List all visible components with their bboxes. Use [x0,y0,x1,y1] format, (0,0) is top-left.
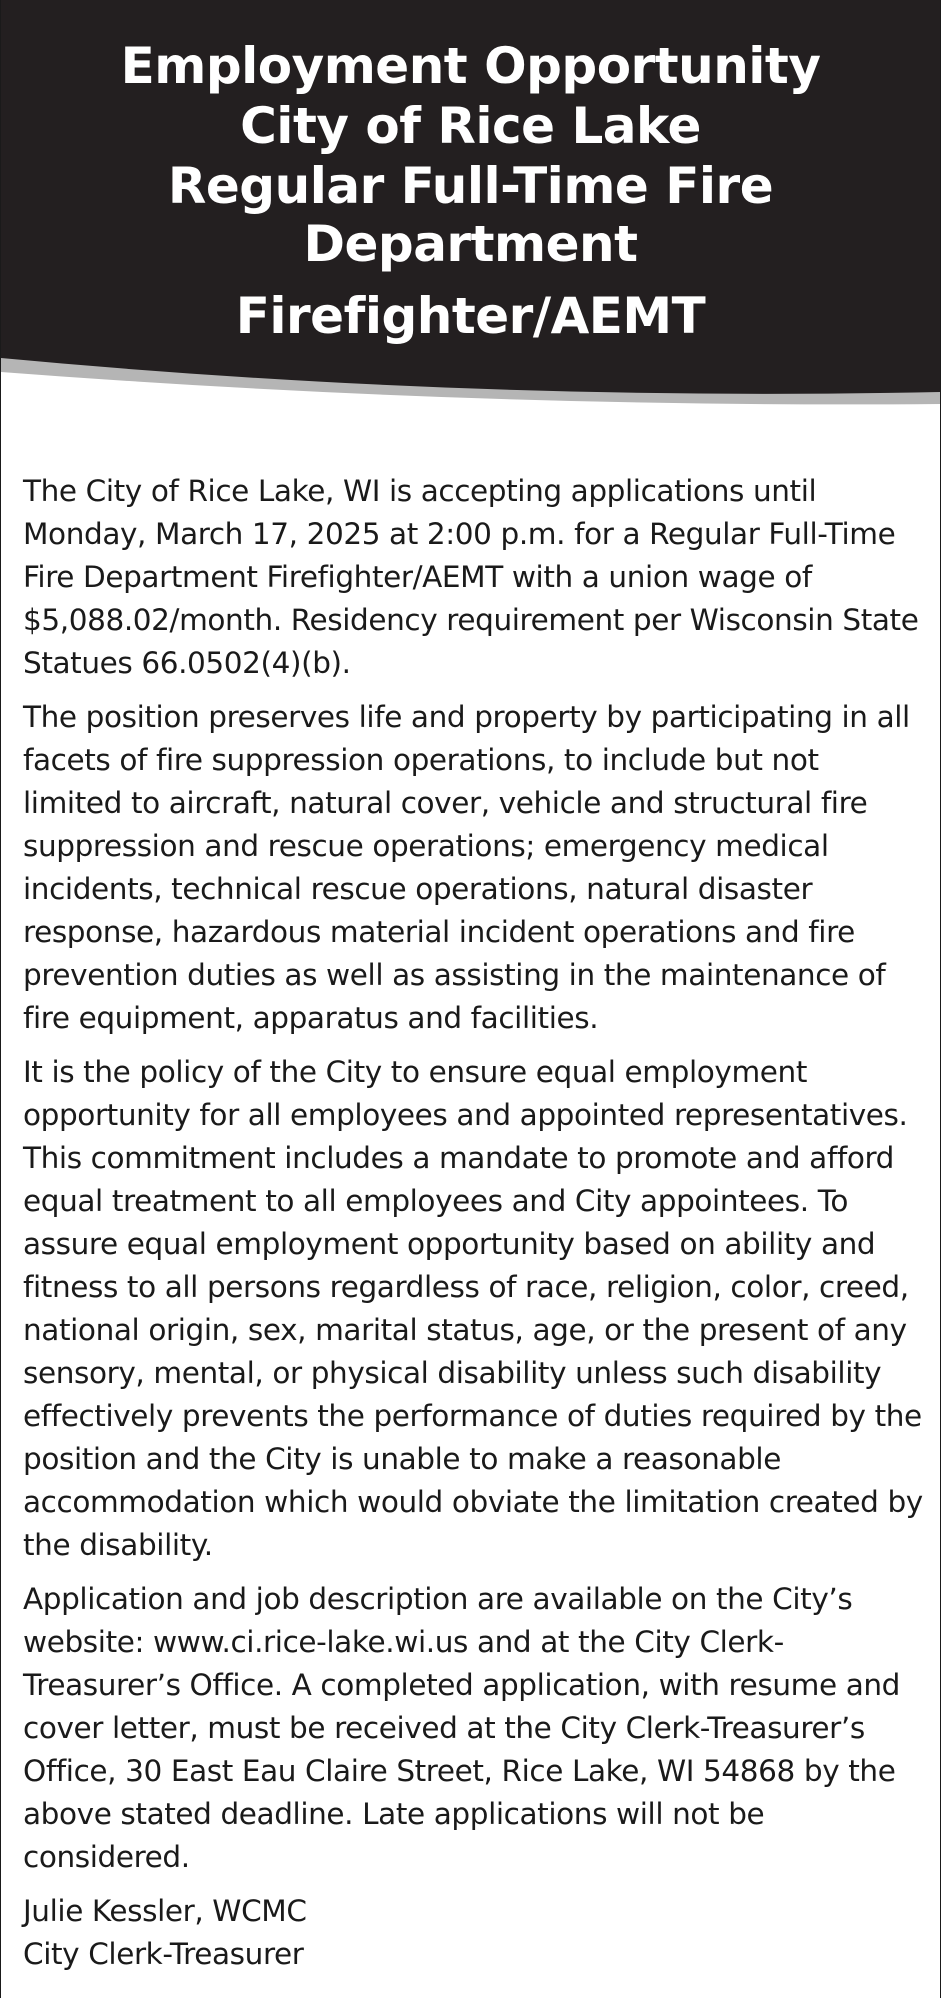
signature-block [23,1890,923,1976]
ad-title-block [1,36,940,346]
title-line-3: Regular Full-Time Fire [167,157,774,215]
title-line-1: Employment Opportunity [120,37,821,95]
paragraph-intro: The City of Rice Lake, WI is accepting applications until Monday, March 17, 2025 at 2:00 p.m. for a Regular Full-Time Fire Department Firefighter/AEMT with a union wage of $5,088.02/month. Residency requirement per Wisconsin State Statues 66.0502(4)(b). [23,474,919,680]
paragraph-eeo-policy: It is the policy of the City to ensure equal employment opportunity for all employees and appointed representatives. This commitment includes a mandate to promote and afford equal treatment to all employees and City appointees. To assure equal employment opportunity based on ability and fitness to all persons regardless of race, religion, color, creed, national origin, sex, marital status, age, or the present of any sensory, mental, or physical disability unless such disability effectively prevents the performance of duties required by the position and the City is unable to make a reasonable accommodation which would obviate the limitation created by the disability. [23,1055,923,1562]
signature-name: Julie Kessler, WCMC [23,1894,307,1928]
paragraph-application: Application and job description are available on the City’s website: www.ci.rice-lake.wi.us and at the City Clerk-Treasurer’s Office. A completed application, with resume and cover letter, must be received at the City Clerk-Treasurer’s Office, 30 East Eau Claire Street, Rice Lake, WI 54868 by the above stated deadline. Late applications will not be considered. [23,1582,901,1874]
signature-title: City Clerk-Treasurer [23,1937,304,1971]
ad-header [1,0,940,450]
title-line-2: City of Rice Lake [240,97,701,155]
paragraph-duties: The position preserves life and property by participating in all facets of fire suppression operations, to include but not limited to aircraft, natural cover, vehicle and structural fire suppression and rescue operations; emergency medical incidents, technical rescue operations, natural disaster response, hazardous material incident operations and fire prevention duties as well as assisting in the maintenance of fire equipment, apparatus and facilities. [23,700,910,1035]
title-line-5: Firefighter/AEMT [235,287,706,345]
ad-body [23,470,923,1976]
title-line-4: Department [303,215,638,273]
